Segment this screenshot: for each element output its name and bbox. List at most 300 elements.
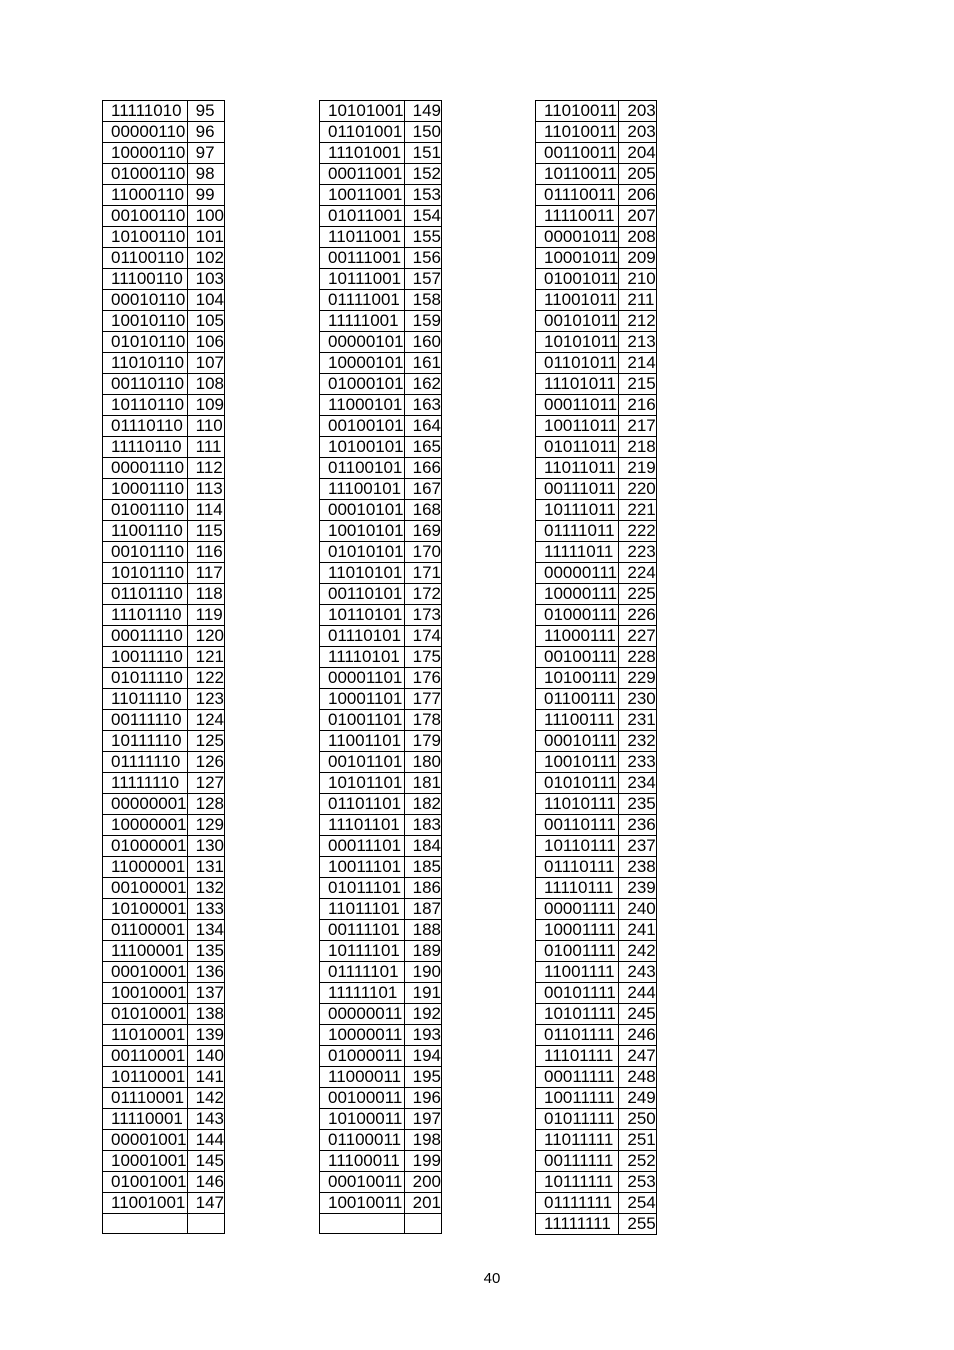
decimal-value-cell: 134 <box>187 920 224 941</box>
decimal-value-cell: 140 <box>187 1046 224 1067</box>
decimal-value-cell: 115 <box>187 521 224 542</box>
table-row <box>320 290 442 311</box>
binary-code-cell: 00111101 <box>320 920 405 941</box>
table-row <box>103 689 225 710</box>
binary-code-cell: 00100101 <box>320 416 405 437</box>
table-row <box>320 1046 442 1067</box>
table-row <box>320 164 442 185</box>
binary-code-cell: 11010111 <box>536 794 619 815</box>
binary-code-cell: 11001111 <box>536 962 619 983</box>
table-row <box>320 1088 442 1109</box>
table-row <box>536 332 657 353</box>
decimal-value-cell: 229 <box>619 668 656 689</box>
binary-code-cell: 00110011 <box>536 143 619 164</box>
code-table-3 <box>535 100 657 1235</box>
binary-code-cell: 01101101 <box>320 794 405 815</box>
decimal-value-cell: 103 <box>187 269 224 290</box>
decimal-value-cell: 196 <box>404 1088 441 1109</box>
decimal-value-cell: 251 <box>619 1130 656 1151</box>
binary-code-cell: 10001001 <box>103 1151 188 1172</box>
table-row <box>103 101 225 122</box>
binary-code-cell: 10101011 <box>536 332 619 353</box>
binary-code-cell: 01010101 <box>320 542 405 563</box>
table-row <box>103 1151 225 1172</box>
decimal-value-cell <box>404 1214 441 1234</box>
decimal-value-cell: 165 <box>404 437 441 458</box>
decimal-value-cell: 245 <box>619 1004 656 1025</box>
table-row <box>320 836 442 857</box>
binary-code-cell: 11011001 <box>320 227 405 248</box>
table-row <box>320 1004 442 1025</box>
binary-code-cell: 01011101 <box>320 878 405 899</box>
table-row <box>536 1214 657 1235</box>
decimal-value-cell: 192 <box>404 1004 441 1025</box>
decimal-value-cell: 164 <box>404 416 441 437</box>
table-row <box>320 269 442 290</box>
decimal-value-cell: 217 <box>619 416 656 437</box>
decimal-value-cell: 212 <box>619 311 656 332</box>
decimal-value-cell: 155 <box>404 227 441 248</box>
table-row <box>103 731 225 752</box>
binary-code-cell: 10110110 <box>103 395 188 416</box>
table-row <box>536 1130 657 1151</box>
decimal-value-cell: 95 <box>187 101 224 122</box>
decimal-value-cell: 128 <box>187 794 224 815</box>
decimal-value-cell: 175 <box>404 647 441 668</box>
table-row <box>536 605 657 626</box>
binary-code-cell: 10001011 <box>536 248 619 269</box>
decimal-value-cell: 150 <box>404 122 441 143</box>
table-row <box>536 1172 657 1193</box>
decimal-value-cell: 116 <box>187 542 224 563</box>
table-row <box>320 248 442 269</box>
decimal-value-cell: 211 <box>619 290 656 311</box>
decimal-value-cell: 210 <box>619 269 656 290</box>
decimal-value-cell: 173 <box>404 605 441 626</box>
table-row <box>320 1193 442 1214</box>
decimal-value-cell: 189 <box>404 941 441 962</box>
binary-code-cell: 10111011 <box>536 500 619 521</box>
decimal-value-cell: 186 <box>404 878 441 899</box>
table-row <box>320 1151 442 1172</box>
decimal-value-cell: 149 <box>404 101 441 122</box>
binary-code-cell: 10010101 <box>320 521 405 542</box>
decimal-value-cell: 197 <box>404 1109 441 1130</box>
binary-code-cell: 11101110 <box>103 605 188 626</box>
decimal-value-cell: 172 <box>404 584 441 605</box>
decimal-value-cell: 102 <box>187 248 224 269</box>
binary-code-cell: 10101110 <box>103 563 188 584</box>
decimal-value-cell: 163 <box>404 395 441 416</box>
decimal-value-cell: 219 <box>619 458 656 479</box>
binary-code-cell: 01000001 <box>103 836 188 857</box>
binary-code-cell: 00111110 <box>103 710 188 731</box>
binary-code-cell: 00011111 <box>536 1067 619 1088</box>
binary-code-cell: 00100111 <box>536 647 619 668</box>
decimal-value-cell: 111 <box>187 437 224 458</box>
binary-code-cell: 00010101 <box>320 500 405 521</box>
table-row <box>536 206 657 227</box>
binary-code-cell: 01111011 <box>536 521 619 542</box>
table-row <box>536 563 657 584</box>
table-row <box>320 962 442 983</box>
decimal-value-cell: 147 <box>187 1193 224 1214</box>
decimal-value-cell: 117 <box>187 563 224 584</box>
table-row <box>103 815 225 836</box>
binary-code-cell: 00101101 <box>320 752 405 773</box>
decimal-value-cell: 119 <box>187 605 224 626</box>
binary-code-cell: 11100101 <box>320 479 405 500</box>
binary-code-cell: 10000011 <box>320 1025 405 1046</box>
page-number: 40 <box>483 1270 501 1287</box>
table-row <box>320 626 442 647</box>
table-row <box>103 164 225 185</box>
decimal-value-cell: 125 <box>187 731 224 752</box>
decimal-value-cell: 246 <box>619 1025 656 1046</box>
binary-code-cell: 01101110 <box>103 584 188 605</box>
table-row <box>103 668 225 689</box>
table-row <box>320 563 442 584</box>
table-row <box>103 920 225 941</box>
table-row <box>320 647 442 668</box>
table-row <box>536 122 657 143</box>
table-row <box>103 500 225 521</box>
table-row <box>320 878 442 899</box>
binary-code-cell: 00000001 <box>103 794 188 815</box>
table-row <box>103 794 225 815</box>
binary-code-cell: 01111101 <box>320 962 405 983</box>
binary-code-cell: 10011110 <box>103 647 188 668</box>
table-row <box>320 1172 442 1193</box>
table-row <box>320 311 442 332</box>
table-row <box>320 500 442 521</box>
table-row <box>320 332 442 353</box>
decimal-value-cell: 201 <box>404 1193 441 1214</box>
decimal-value-cell: 100 <box>187 206 224 227</box>
table-row <box>536 1046 657 1067</box>
decimal-value-cell: 233 <box>619 752 656 773</box>
decimal-value-cell: 235 <box>619 794 656 815</box>
table-row <box>536 458 657 479</box>
table-row <box>536 1193 657 1214</box>
decimal-value-cell: 231 <box>619 710 656 731</box>
decimal-value-cell: 223 <box>619 542 656 563</box>
table-row <box>536 710 657 731</box>
decimal-value-cell: 169 <box>404 521 441 542</box>
decimal-value-cell: 177 <box>404 689 441 710</box>
decimal-value-cell: 187 <box>404 899 441 920</box>
decimal-value-cell: 124 <box>187 710 224 731</box>
decimal-value-cell: 133 <box>187 899 224 920</box>
decimal-value-cell: 136 <box>187 962 224 983</box>
binary-code-cell: 01110110 <box>103 416 188 437</box>
table-row <box>103 479 225 500</box>
decimal-value-cell: 123 <box>187 689 224 710</box>
decimal-value-cell: 224 <box>619 563 656 584</box>
table-row <box>103 899 225 920</box>
table-row <box>320 1214 442 1234</box>
binary-code-cell: 11001110 <box>103 521 188 542</box>
binary-code-cell: 11010011 <box>536 122 619 143</box>
binary-code-cell: 11100110 <box>103 269 188 290</box>
table-row <box>536 731 657 752</box>
binary-code-cell: 11010011 <box>536 101 619 122</box>
table-row <box>320 794 442 815</box>
binary-code-cell: 11000110 <box>103 185 188 206</box>
binary-code-cell: 00101011 <box>536 311 619 332</box>
table-row <box>103 395 225 416</box>
decimal-value-cell: 225 <box>619 584 656 605</box>
table-row <box>320 731 442 752</box>
binary-code-cell: 00001110 <box>103 458 188 479</box>
table-row <box>103 374 225 395</box>
binary-code-cell: 00011011 <box>536 395 619 416</box>
binary-code-cell: 10010001 <box>103 983 188 1004</box>
decimal-value-cell: 97 <box>187 143 224 164</box>
table-row <box>536 1151 657 1172</box>
binary-code-cell: 10011101 <box>320 857 405 878</box>
binary-code-cell: 01011111 <box>536 1109 619 1130</box>
table-row <box>536 248 657 269</box>
binary-code-cell: 10000001 <box>103 815 188 836</box>
table-row <box>320 206 442 227</box>
binary-code-cell: 11111011 <box>536 542 619 563</box>
decimal-value-cell: 101 <box>187 227 224 248</box>
table-row <box>103 962 225 983</box>
table-row <box>536 542 657 563</box>
binary-code-cell: 11001011 <box>536 290 619 311</box>
decimal-value-cell: 120 <box>187 626 224 647</box>
decimal-value-cell: 199 <box>404 1151 441 1172</box>
decimal-value-cell: 200 <box>404 1172 441 1193</box>
decimal-value-cell: 253 <box>619 1172 656 1193</box>
table-row <box>103 1004 225 1025</box>
binary-code-cell: 10110011 <box>536 164 619 185</box>
table-row <box>536 647 657 668</box>
binary-code-cell: 00100001 <box>103 878 188 899</box>
decimal-value-cell: 126 <box>187 752 224 773</box>
binary-code-cell: 01101111 <box>536 1025 619 1046</box>
decimal-value-cell: 108 <box>187 374 224 395</box>
binary-code-cell: 10011011 <box>536 416 619 437</box>
decimal-value-cell: 234 <box>619 773 656 794</box>
table-row <box>320 542 442 563</box>
code-table-1 <box>102 100 225 1234</box>
decimal-value-cell: 137 <box>187 983 224 1004</box>
binary-code-cell: 00001001 <box>103 1130 188 1151</box>
table-row <box>536 962 657 983</box>
decimal-value-cell: 222 <box>619 521 656 542</box>
table-row <box>536 815 657 836</box>
decimal-value-cell: 129 <box>187 815 224 836</box>
table-row <box>536 626 657 647</box>
decimal-value-cell: 247 <box>619 1046 656 1067</box>
decimal-value-cell: 127 <box>187 773 224 794</box>
table-row <box>103 584 225 605</box>
binary-code-cell: 11001101 <box>320 731 405 752</box>
decimal-value-cell: 198 <box>404 1130 441 1151</box>
decimal-value-cell: 188 <box>404 920 441 941</box>
decimal-value-cell: 139 <box>187 1025 224 1046</box>
binary-code-cell: 10000111 <box>536 584 619 605</box>
binary-code-cell: 11110011 <box>536 206 619 227</box>
binary-code-cell: 01101011 <box>536 353 619 374</box>
table-row <box>103 437 225 458</box>
binary-code-cell: 01001110 <box>103 500 188 521</box>
table-row <box>536 353 657 374</box>
table-row <box>103 605 225 626</box>
decimal-value-cell: 141 <box>187 1067 224 1088</box>
binary-code-cell: 11101011 <box>536 374 619 395</box>
decimal-value-cell: 145 <box>187 1151 224 1172</box>
table-row <box>536 857 657 878</box>
table-row <box>320 122 442 143</box>
binary-code-cell: 11000011 <box>320 1067 405 1088</box>
table-row <box>536 752 657 773</box>
decimal-value-cell: 184 <box>404 836 441 857</box>
table-row <box>536 227 657 248</box>
decimal-value-cell: 205 <box>619 164 656 185</box>
binary-code-cell: 11000101 <box>320 395 405 416</box>
table-row <box>320 857 442 878</box>
binary-code-cell: 10110001 <box>103 1067 188 1088</box>
decimal-value-cell: 220 <box>619 479 656 500</box>
table-row <box>536 878 657 899</box>
table-row <box>320 815 442 836</box>
binary-code-cell: 10000110 <box>103 143 188 164</box>
decimal-value-cell: 203 <box>619 122 656 143</box>
binary-code-cell: 00001101 <box>320 668 405 689</box>
binary-code-cell: 00010111 <box>536 731 619 752</box>
decimal-value-cell: 146 <box>187 1172 224 1193</box>
code-table-2 <box>319 100 442 1234</box>
binary-code-cell: 01001001 <box>103 1172 188 1193</box>
table-row <box>536 143 657 164</box>
table-row <box>103 1067 225 1088</box>
binary-code-cell: 10001101 <box>320 689 405 710</box>
binary-code-cell: 11010110 <box>103 353 188 374</box>
binary-code-cell: 01100001 <box>103 920 188 941</box>
table-row <box>320 710 442 731</box>
decimal-value-cell: 250 <box>619 1109 656 1130</box>
binary-code-cell: 01010111 <box>536 773 619 794</box>
decimal-value-cell: 170 <box>404 542 441 563</box>
table-row <box>536 584 657 605</box>
binary-code-cell: 10100011 <box>320 1109 405 1130</box>
table-row <box>320 920 442 941</box>
table-row <box>536 500 657 521</box>
decimal-value-cell: 171 <box>404 563 441 584</box>
table-row <box>536 521 657 542</box>
table-row <box>320 458 442 479</box>
decimal-value-cell: 174 <box>404 626 441 647</box>
binary-code-cell: 11100011 <box>320 1151 405 1172</box>
table-row <box>536 1088 657 1109</box>
table-row <box>103 1214 225 1234</box>
binary-code-cell: 11100111 <box>536 710 619 731</box>
decimal-value-cell: 176 <box>404 668 441 689</box>
table-row <box>536 920 657 941</box>
binary-code-cell: 10110111 <box>536 836 619 857</box>
decimal-value-cell: 142 <box>187 1088 224 1109</box>
binary-code-cell: 00010110 <box>103 290 188 311</box>
decimal-value-cell: 104 <box>187 290 224 311</box>
table-row <box>103 752 225 773</box>
binary-code-cell: 10100001 <box>103 899 188 920</box>
decimal-value-cell: 96 <box>187 122 224 143</box>
table-row <box>536 437 657 458</box>
binary-code-cell: 01111001 <box>320 290 405 311</box>
table-row <box>103 1046 225 1067</box>
binary-code-cell: 01011001 <box>320 206 405 227</box>
decimal-value-cell: 213 <box>619 332 656 353</box>
table-row <box>103 983 225 1004</box>
decimal-value-cell: 237 <box>619 836 656 857</box>
table-row <box>536 374 657 395</box>
binary-code-cell <box>320 1214 405 1234</box>
decimal-value-cell: 151 <box>404 143 441 164</box>
binary-code-cell: 10111101 <box>320 941 405 962</box>
table-row <box>536 101 657 122</box>
table-row <box>103 1130 225 1151</box>
table-row <box>536 395 657 416</box>
table-row <box>320 1109 442 1130</box>
table-row <box>320 605 442 626</box>
binary-code-cell: 11001001 <box>103 1193 188 1214</box>
binary-code-cell: 10111001 <box>320 269 405 290</box>
decimal-value-cell: 158 <box>404 290 441 311</box>
binary-code-cell: 11110101 <box>320 647 405 668</box>
decimal-value-cell: 180 <box>404 752 441 773</box>
decimal-value-cell: 249 <box>619 1088 656 1109</box>
table-row <box>536 185 657 206</box>
table-row <box>103 941 225 962</box>
binary-code-cell: 00111011 <box>536 479 619 500</box>
binary-code-cell: 00011001 <box>320 164 405 185</box>
table-row <box>103 857 225 878</box>
table-row <box>536 479 657 500</box>
decimal-value-cell: 230 <box>619 689 656 710</box>
table-row <box>103 1193 225 1214</box>
binary-code-cell: 00110111 <box>536 815 619 836</box>
table-row <box>103 563 225 584</box>
table-row <box>103 1088 225 1109</box>
decimal-value-cell: 191 <box>404 983 441 1004</box>
decimal-value-cell: 132 <box>187 878 224 899</box>
decimal-value-cell: 241 <box>619 920 656 941</box>
binary-code-cell: 11111110 <box>103 773 188 794</box>
table-row <box>103 290 225 311</box>
decimal-value-cell: 113 <box>187 479 224 500</box>
decimal-value-cell: 203 <box>619 101 656 122</box>
binary-code-cell: 01100011 <box>320 1130 405 1151</box>
binary-code-cell: 11011101 <box>320 899 405 920</box>
decimal-value-cell: 204 <box>619 143 656 164</box>
binary-code-cell: 11111111 <box>536 1214 619 1235</box>
binary-code-cell: 11011011 <box>536 458 619 479</box>
table-row <box>320 227 442 248</box>
binary-code-cell: 11011111 <box>536 1130 619 1151</box>
table-row <box>320 416 442 437</box>
table-row <box>320 689 442 710</box>
binary-code-cell: 01111110 <box>103 752 188 773</box>
binary-code-cell: 01001011 <box>536 269 619 290</box>
table-row <box>103 1109 225 1130</box>
table-row <box>320 185 442 206</box>
table-row <box>320 773 442 794</box>
binary-code-cell: 10001110 <box>103 479 188 500</box>
decimal-value-cell: 216 <box>619 395 656 416</box>
